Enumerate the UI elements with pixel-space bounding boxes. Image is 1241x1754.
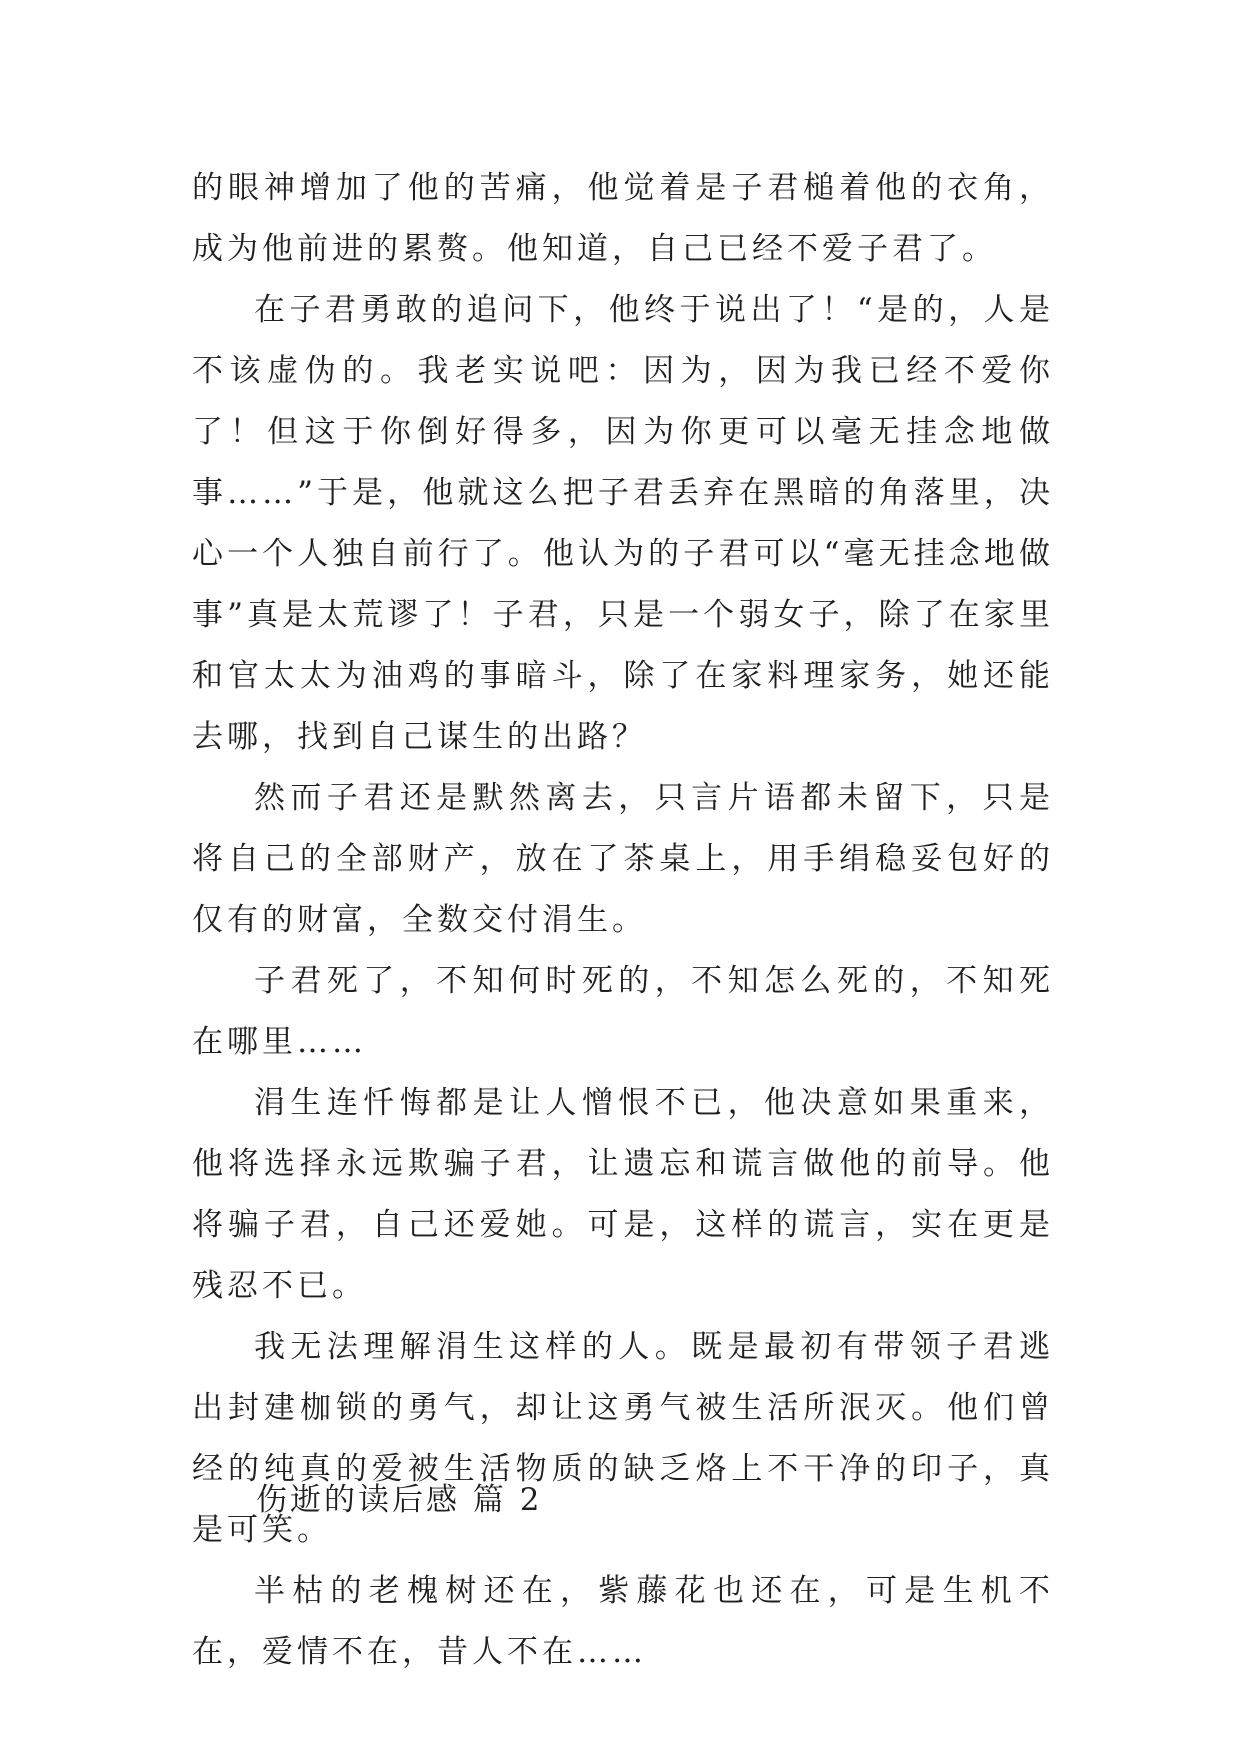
paragraph: 在子君勇敢的追问下，他终于说出了！“是的，人是不该虚伪的。我老实说吧：因为，因为我已经不爱你了！但这于你倒好得多，因为你更可以毫无挂念地做事……”于是，他就这么把子君丢弃在黑暗的角落里，决心一个人独自前行了。他认为的子君可以“毫无挂念地做事”真是太荒谬了！子君，只是一个弱女子，除了在家里和官太太为油鸡的事暗斗，除了在家料理家务，她还能去哪，找到自己谋生的出路？ — [192, 292, 1054, 755]
paragraph: 子君死了，不知何时死的，不知怎么死的，不知死在哪里…… — [192, 963, 1054, 1060]
paragraph: 然而子君还是默然离去，只言片语都未留下，只是将自己的全部财产，放在了茶桌上，用手绢稳妥包好的仅有的财富，全数交付涓生。 — [192, 780, 1054, 938]
paragraph: 的眼神增加了他的苦痛，他觉着是子君槌着他的衣角，成为他前进的累赘。他知道，自己已经不爱子君了。 — [192, 170, 1054, 267]
body-text — [192, 158, 1054, 1683]
paragraph: 涓生连忏悔都是让人憎恨不已，他决意如果重来，他将选择永远欺骗子君，让遗忘和谎言做他的前导。他将骗子君，自己还爱她。可是，这样的谎言，实在更是残忍不已。 — [192, 1085, 1054, 1304]
paragraph: 半枯的老槐树还在，紫藤花也还在，可是生机不在，爱情不在，昔人不在…… — [192, 1573, 1054, 1670]
section-heading: 伤逝的读后感 篇 2 — [256, 1482, 543, 1518]
paragraph: 我无法理解涓生这样的人。既是最初有带领子君逃出封建枷锁的勇气，却让这勇气被生活所泯灭。他们曾经的纯真的爱被生活物质的缺乏烙上不干净的印子，真是可笑。 — [192, 1329, 1054, 1548]
